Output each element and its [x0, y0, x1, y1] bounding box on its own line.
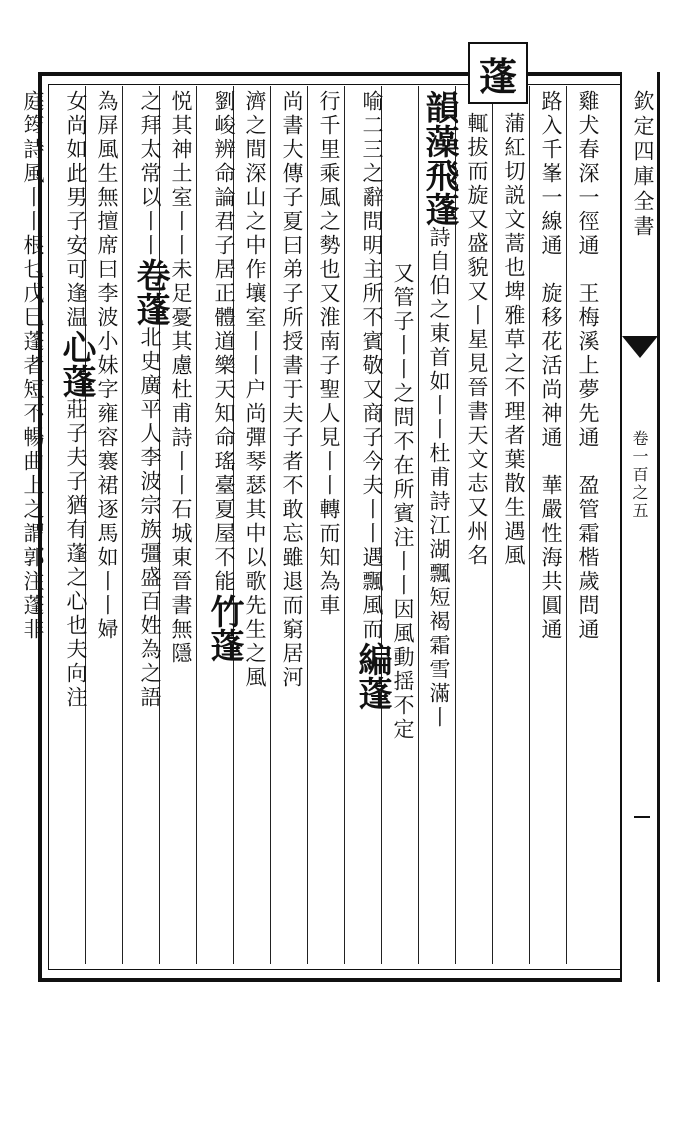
text-column: 路入千峯一線通 旋移花活尚神通 華嚴性海共圓通 — [539, 90, 563, 642]
entry-heading: 韻藻飛蓬 — [419, 90, 459, 226]
text-column: 韻藻飛蓬詩自伯之東首如丨丨杜甫詩江湖飄短褐霜雪滿丨 — [419, 90, 459, 730]
column-divider — [566, 86, 567, 964]
column-divider — [307, 86, 308, 964]
text-column: 為屏風生無擅席曰李波小妹字雍容褰裙逐馬如丨丨婦 — [95, 90, 119, 642]
column-divider — [529, 86, 530, 964]
heading-box — [468, 42, 528, 104]
column-divider — [492, 86, 493, 964]
margin-tick — [634, 816, 650, 818]
column-divider — [344, 86, 345, 964]
entry-heading: 編蓬 — [352, 642, 392, 710]
text-column: 女尚如此男子安可逢温心蓬莊子夫子猶有蓬之心也夫向注 — [56, 90, 96, 710]
text-column: 蒲紅切説文蒿也埤雅草之不理者葉散生遇風 — [502, 112, 526, 568]
column-divider — [122, 86, 123, 964]
text-column: 之拜太常以丨丨卷蓬北史廣平人李波宗族彊盛百姓為之語 — [130, 90, 170, 710]
text-column: 行千里乘風之勢也又淮南子聖人見丨丨轉而知為車 — [317, 90, 341, 618]
text-column: 庭筠詩風丨丨根乜戊巳蓬者短不暢曲上之謂郭注蓬非 — [21, 90, 45, 642]
volume-label: 卷一百之五 — [630, 430, 649, 520]
fish-tail-mark-icon — [622, 336, 658, 358]
entry-heading: 竹蓬 — [204, 594, 244, 662]
text-column: 濟之間深山之中作壤室丨丨户尚彈琴瑟其中以歌先生之風 — [243, 90, 267, 690]
text-column: 劉峻辨命論君子居正體道樂天知命瑤臺夏屋不能竹蓬 — [204, 90, 244, 662]
text-column: 雞犬春深一徑通 王梅溪上夢先通 盈管霜楷歲問通 — [576, 90, 600, 642]
column-divider — [196, 86, 197, 964]
text-column: 尚書大傳子夏曰弟子所授書于夫子者不敢忘雖退而窮居河 — [280, 90, 304, 690]
column-divider — [270, 86, 271, 964]
text-column: 悦其神土室丨丨未足憂其慮杜甫詩丨丨石城東晉書無隱 — [169, 90, 193, 666]
book-title: 欽定四庫全書 — [631, 90, 655, 240]
text-column: 喻二三之辭問明主所不賓敬又商子今夫丨丨遇飄風而編蓬 — [352, 90, 392, 710]
text-column: 輒拔而旋又盛貌又丨星見晉書天文志又州名 — [465, 112, 489, 568]
entry-heading: 卷蓬 — [130, 258, 170, 326]
heading-character: 蓬 — [478, 53, 517, 99]
text-column: 又管子丨丨之問不在所賓注丨丨因風動揺不定 — [391, 262, 415, 742]
entry-heading: 心蓬 — [56, 330, 96, 398]
